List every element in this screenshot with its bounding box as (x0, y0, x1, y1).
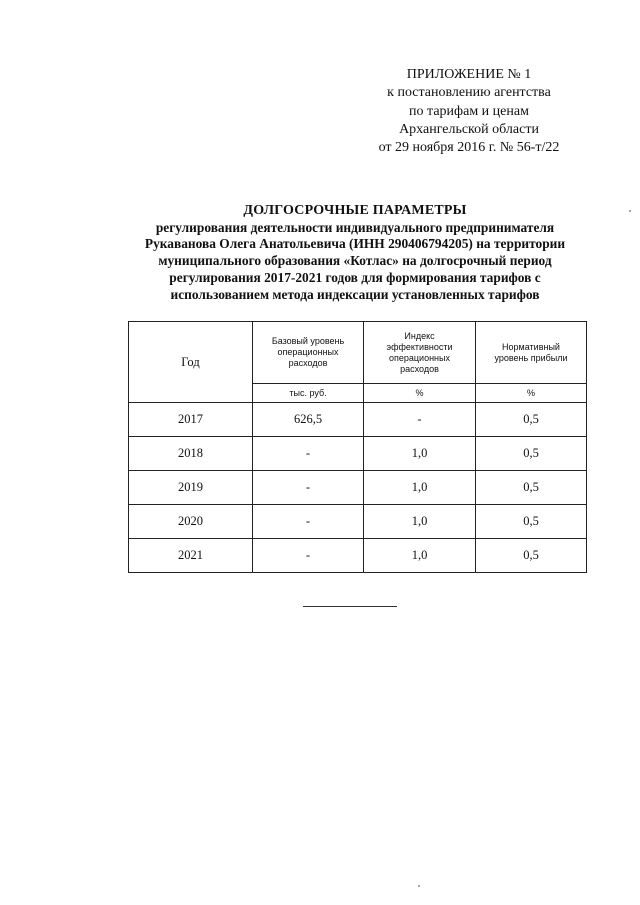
cell-efficiency-index: - (364, 403, 476, 437)
appendix-line: Архангельской области (399, 121, 539, 137)
cell-profit-level: 0,5 (476, 505, 587, 539)
scan-speck (418, 885, 420, 887)
header-text: расходов (288, 358, 328, 368)
cell-base-level: - (253, 437, 364, 471)
cell-profit-level: 0,5 (476, 471, 587, 505)
header-year: Год (129, 322, 253, 403)
title-line: регулирования 2017-2021 годов для формирования тарифов с (169, 269, 541, 285)
header-profit-level (476, 322, 587, 384)
table-header-row (129, 322, 587, 384)
title-line: муниципального образования «Котлас» на долгосрочный период (158, 253, 552, 269)
unit-base-level: тыс. руб. (253, 384, 364, 403)
header-text: Базовый уровень (271, 336, 345, 346)
closing-rule-divider (303, 606, 397, 607)
cell-base-level: 626,5 (253, 403, 364, 437)
cell-profit-level: 0,5 (476, 539, 587, 573)
cell-year: 2018 (129, 437, 253, 471)
table-row (129, 505, 587, 539)
appendix-date-number: от 29 ноября 2016 г. № 56-т/22 (378, 140, 560, 156)
header-text: операционных (277, 347, 339, 357)
parameters-table (128, 321, 587, 573)
cell-profit-level: 0,5 (476, 403, 587, 437)
appendix-line: по тарифам и ценам (409, 103, 529, 119)
scan-speck (629, 210, 631, 212)
appendix-line: к постановлению агентства (387, 85, 551, 101)
document-title (100, 203, 610, 303)
header-efficiency-index (364, 322, 476, 384)
cell-efficiency-index: 1,0 (364, 471, 476, 505)
table-row (129, 539, 587, 573)
title-line: регулирования деятельности индивидуального предпринимателя (155, 219, 555, 235)
cell-efficiency-index: 1,0 (364, 505, 476, 539)
header-text: операционных (389, 352, 450, 363)
table-row (129, 437, 587, 471)
cell-base-level: - (253, 505, 364, 539)
title-line: использованием метода индексации установленных тарифов (170, 286, 540, 302)
cell-efficiency-index: 1,0 (364, 539, 476, 573)
title-line: Рукаванова Олега Анатольевича (ИНН 290406794205) на территории (144, 236, 566, 252)
appendix-number: ПРИЛОЖЕНИЕ № 1 (406, 67, 532, 82)
cell-year: 2019 (129, 471, 253, 505)
header-text: Нормативный (502, 341, 560, 352)
cell-profit-level: 0,5 (476, 437, 587, 471)
main-title: ДОЛГОСРОЧНЫЕ ПАРАМЕТРЫ (243, 203, 467, 218)
cell-year: 2021 (129, 539, 253, 573)
cell-year: 2020 (129, 505, 253, 539)
header-text: эффективности (386, 341, 453, 352)
cell-efficiency-index: 1,0 (364, 437, 476, 471)
header-text: расходов (400, 363, 439, 374)
header-base-level (253, 322, 364, 384)
appendix-header (366, 66, 572, 157)
unit-profit-level: % (476, 384, 587, 403)
table-row (129, 403, 587, 437)
header-text: уровень прибыли (494, 352, 568, 363)
unit-efficiency-index: % (364, 384, 476, 403)
table-row (129, 471, 587, 505)
header-text: Индекс (404, 330, 435, 341)
cell-base-level: - (253, 471, 364, 505)
cell-base-level: - (253, 539, 364, 573)
cell-year: 2017 (129, 403, 253, 437)
